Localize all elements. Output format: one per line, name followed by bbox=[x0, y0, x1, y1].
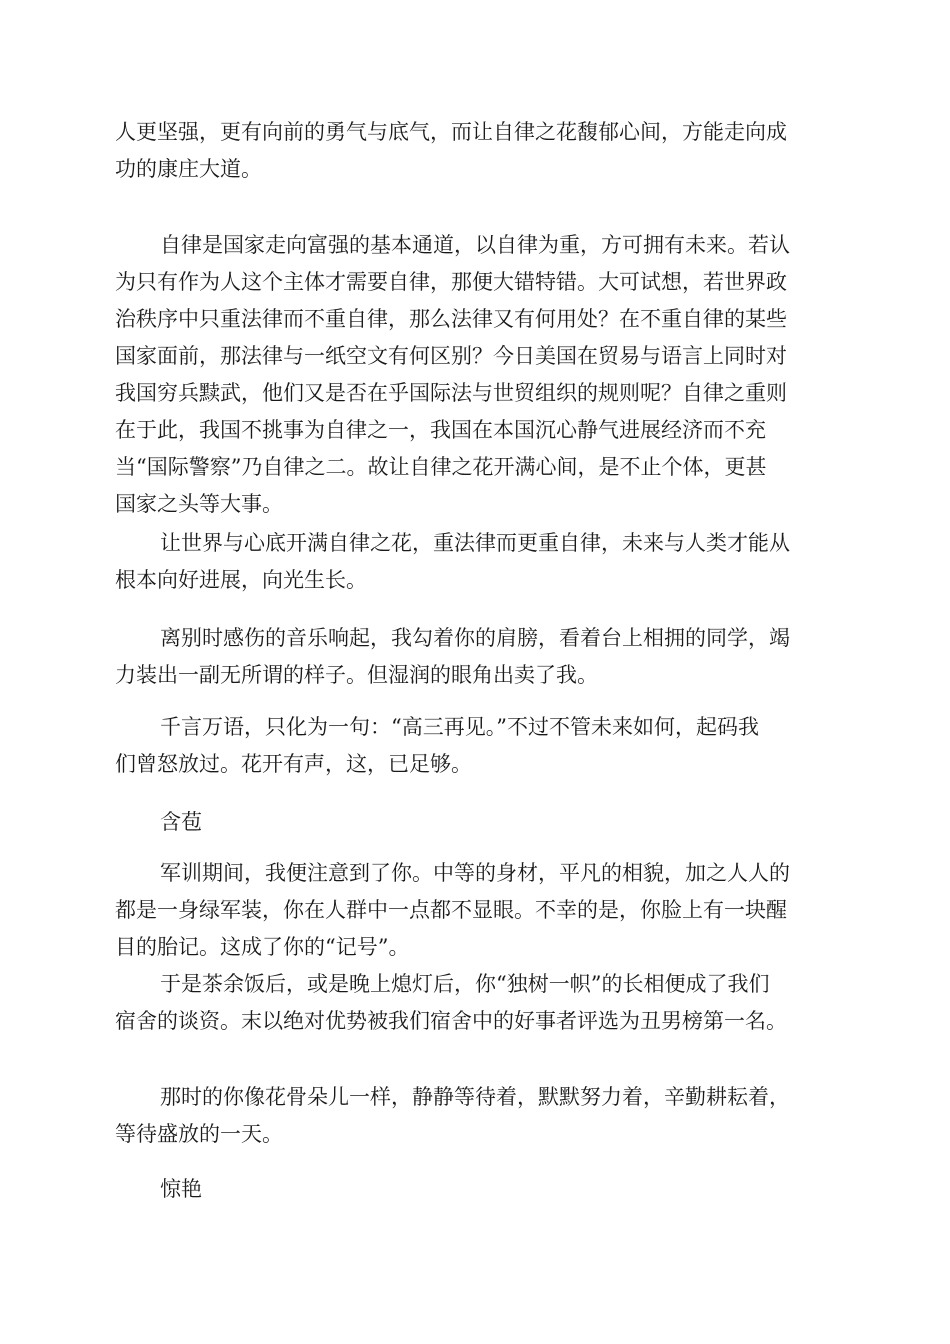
text-line: 为只有作为人这个主体才需要自律，那便大错特错。大可试想，若世界政 bbox=[115, 270, 787, 294]
text-line: 力装出一副无所谓的样子。但湿润的眼角出卖了我。 bbox=[115, 663, 598, 687]
text-line: 宿舍的谈资。末以绝对优势被我们宿舍中的好事者评选为丑男榜第一名。 bbox=[115, 1009, 787, 1033]
paragraph bbox=[115, 855, 835, 966]
paragraph bbox=[115, 114, 835, 188]
text-line: 在于此，我国不挑事为自律之一，我国在本国沉心静气进展经济而不充 bbox=[115, 418, 766, 442]
text-line: 都是一身绿军装，你在人群中一点都不显眼。不幸的是，你脸上有一块醒 bbox=[115, 898, 787, 922]
text-line: 含苞 bbox=[160, 810, 202, 834]
text-line: 治秩序中只重法律而不重自律，那么法律又有何用处？在不重自律的某些 bbox=[115, 307, 787, 331]
text-line: 惊艳 bbox=[160, 1177, 202, 1201]
paragraph bbox=[115, 227, 835, 523]
text-line: 国家面前，那法律与一纸空文有何区别？今日美国在贸易与语言上同时对 bbox=[115, 344, 787, 368]
text-line: 等待盛放的一天。 bbox=[115, 1122, 283, 1146]
text-line: 根本向好进展，向光生长。 bbox=[115, 568, 367, 592]
paragraph bbox=[115, 966, 835, 1040]
text-line: 让世界与心底开满自律之花，重法律而更重自律，未来与人类才能从 bbox=[160, 531, 790, 555]
text-line: 千言万语，只化为一句：“高三再见。”不过不管未来如何，起码我 bbox=[160, 715, 759, 739]
text-line: 功的康庄大道。 bbox=[115, 157, 262, 181]
paragraph bbox=[115, 1079, 835, 1153]
text-line: 国家之头等大事。 bbox=[115, 492, 283, 516]
text-line: 军训期间，我便注意到了你。中等的身材，平凡的相貌，加之人人的 bbox=[160, 861, 790, 885]
text-line: 人更坚强，更有向前的勇气与底气，而让自律之花馥郁心间，方能走向成 bbox=[115, 120, 787, 144]
text-line: 离别时感伤的音乐响起，我勾着你的肩膀，看着台上相拥的同学，竭 bbox=[160, 626, 790, 650]
text-line: 我国穷兵黩武，他们又是否在乎国际法与世贸组织的规则呢？自律之重则 bbox=[115, 381, 787, 405]
text-line: 目的胎记。这成了你的“记号”。 bbox=[115, 935, 410, 959]
text-line: 自律是国家走向富强的基本通道，以自律为重，方可拥有未来。若认 bbox=[160, 233, 790, 257]
section-heading bbox=[115, 1171, 835, 1208]
section-heading bbox=[115, 804, 835, 841]
text-line: 们曾怒放过。花开有声，这，已足够。 bbox=[115, 752, 472, 776]
text-line: 当“国际警察”乃自律之二。故让自律之花开满心间，是不止个体，更甚 bbox=[115, 455, 767, 479]
text-line: 那时的你像花骨朵儿一样，静静等待着，默默努力着，辛勤耕耘着， bbox=[160, 1085, 790, 1109]
text-line: 于是茶余饭后，或是晚上熄灯后，你“独树一帜”的长相便成了我们 bbox=[160, 972, 770, 996]
paragraph bbox=[115, 709, 835, 783]
paragraph bbox=[115, 525, 835, 599]
paragraph bbox=[115, 620, 835, 694]
